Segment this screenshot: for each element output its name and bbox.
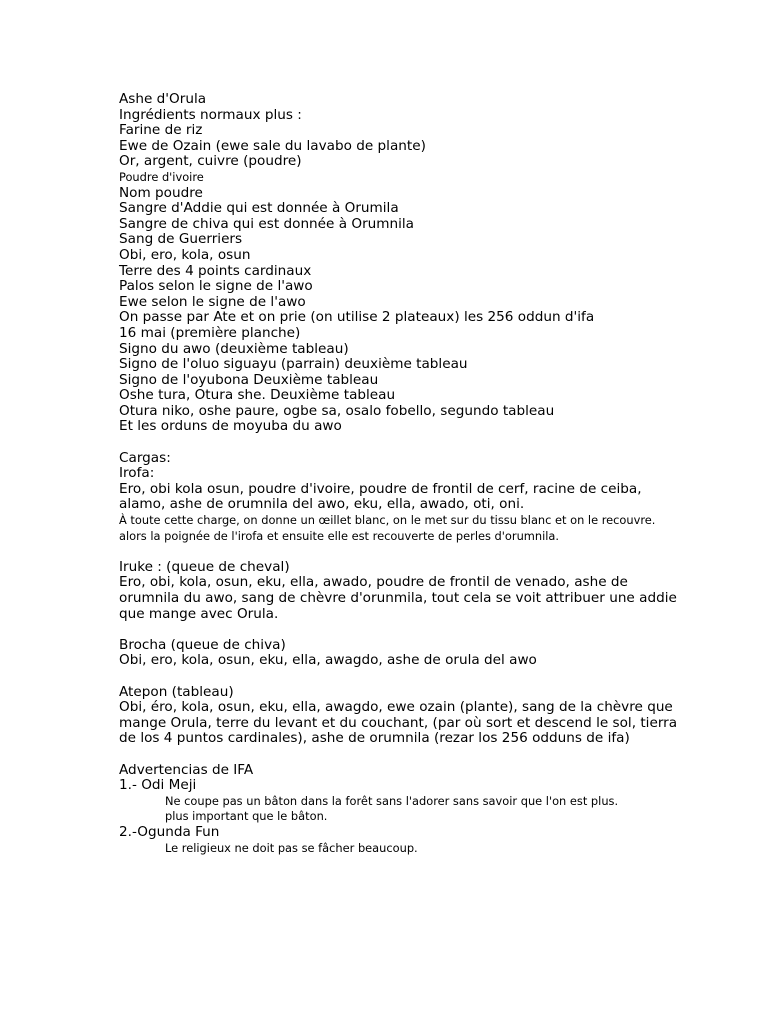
irofa-note: À toute cette charge, on donne un œillet blanc, on le met sur du tissu blanc et on le recouvre. bbox=[119, 513, 656, 528]
brocha-label: Brocha (queue de chiva) bbox=[119, 636, 286, 653]
document-title: Ashe d'Orula bbox=[119, 91, 207, 107]
iruke-label: Iruke : (queue de cheval) bbox=[119, 558, 290, 575]
ingredient-line: Terre des 4 points cardinaux bbox=[119, 262, 312, 279]
ingredient-line: Et les orduns de moyuba du awo bbox=[119, 418, 342, 435]
irofa-text: Ero, obi kola osun, poudre d'ivoire, poudre de frontil de cerf, racine de ceiba, alamo, ashe de orumnila del awo, eku, ella, awado, oti, oni. bbox=[119, 480, 642, 513]
ingredient-line: Signo du awo (deuxième tableau) bbox=[119, 340, 349, 357]
ingredient-line: Signo de l'oluo siguayu (parrain) deuxième tableau bbox=[119, 356, 468, 373]
ingredient-line: Obi, ero, kola, osun bbox=[119, 246, 251, 263]
ingredient-line: Nom poudre bbox=[119, 184, 203, 201]
irofa-label: Irofa: bbox=[119, 465, 155, 482]
ingredient-line: Or, argent, cuivre (poudre) bbox=[119, 153, 302, 170]
advertencia-title: 2.-Ogunda Fun bbox=[119, 823, 220, 840]
ingredient-line: Sangre d'Addie qui est donnée à Orumila bbox=[119, 200, 399, 217]
ingredients-heading: Ingrédients normaux plus : bbox=[119, 106, 302, 123]
ingredient-line: Ewe selon le signe de l'awo bbox=[119, 293, 306, 310]
ingredients-section bbox=[119, 92, 719, 435]
advertencia-note: plus important que le bâton. bbox=[165, 809, 328, 824]
document-page bbox=[119, 92, 719, 856]
ingredient-line: Sangre de chiva qui est donnée à Orumnila bbox=[119, 215, 415, 232]
ingredient-line: Palos selon le signe de l'awo bbox=[119, 278, 313, 295]
advertencia-title: 1.- Odi Meji bbox=[119, 777, 197, 794]
advertencia-note: Le religieux ne doit pas se fâcher beaucoup. bbox=[165, 840, 418, 855]
ingredient-line: Oshe tura, Otura she. Deuxième tableau bbox=[119, 387, 396, 404]
advertencia-note: Ne coupe pas un bâton dans la forêt sans l'adorer sans savoir que l'on est plus. bbox=[165, 793, 619, 808]
ingredient-line: Signo de l'oyubona Deuxième tableau bbox=[119, 371, 379, 388]
cargas-heading: Cargas: bbox=[119, 449, 171, 466]
advertencias-heading: Advertencias de IFA bbox=[119, 761, 254, 778]
ingredient-line: Farine de riz bbox=[119, 122, 203, 139]
spacer bbox=[119, 669, 719, 685]
brocha-text: Obi, ero, kola, osun, eku, ella, awagdo, ashe de orula del awo bbox=[119, 652, 537, 669]
ingredient-line: 16 mai (première planche) bbox=[119, 324, 301, 341]
spacer bbox=[119, 622, 719, 638]
cargas-section bbox=[119, 451, 719, 747]
atepon-label: Atepon (tableau) bbox=[119, 683, 234, 700]
spacer bbox=[119, 544, 719, 560]
ingredient-line: Otura niko, oshe paure, ogbe sa, osalo fobello, segundo tableau bbox=[119, 402, 555, 419]
spacer bbox=[119, 435, 719, 451]
ingredient-line: Ewe de Ozain (ewe sale du lavabo de plante) bbox=[119, 137, 426, 154]
ingredient-line: On passe par Ate et on prie (on utilise 2 plateaux) les 256 oddun d'ifa bbox=[119, 309, 595, 326]
iruke-text: Ero, obi, kola, osun, eku, ella, awado, poudre de frontil de venado, ashe de orumnila du awo, sang de chèvre d'orunmila, tout cela se voit attribuer une addie que mange avec Orula. bbox=[119, 574, 677, 622]
advertencias-section bbox=[119, 763, 719, 857]
irofa-note: alors la poignée de l'irofa et ensuite elle est recouverte de perles d'orumnila. bbox=[119, 528, 560, 543]
ingredient-line-small: Poudre d'ivoire bbox=[119, 169, 204, 184]
ingredient-line: Sang de Guerriers bbox=[119, 231, 243, 248]
spacer bbox=[119, 747, 719, 763]
atepon-text: Obi, éro, kola, osun, eku, ella, awagdo, ewe ozain (plante), sang de la chèvre que mange Orula, terre du levant et du couchant, (par où sort et descend le sol, tierra de los 4 puntos cardinales), ashe de orumnila (rezar los 256 odduns de ifa) bbox=[119, 699, 678, 747]
